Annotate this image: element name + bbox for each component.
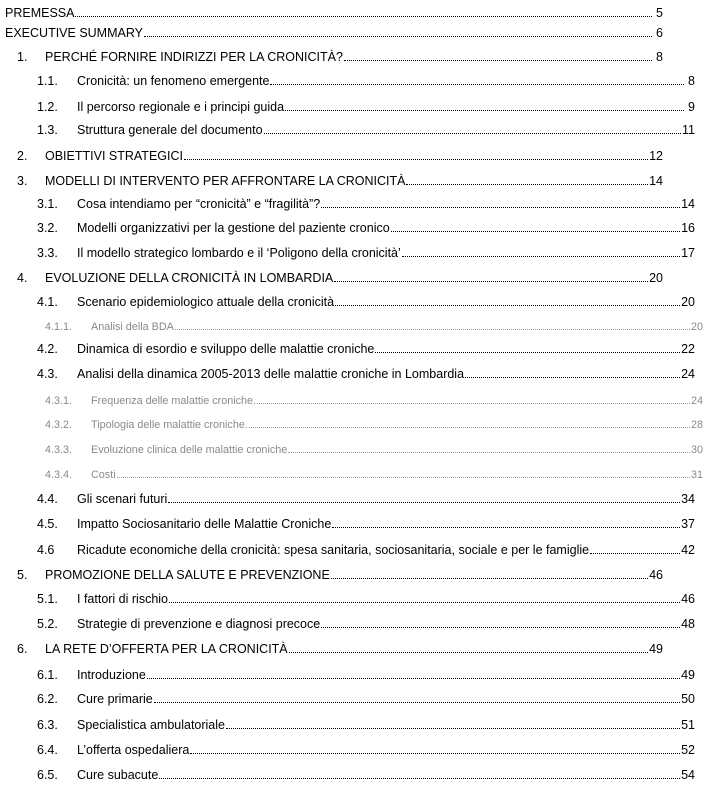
toc-entry-page: 14: [681, 197, 695, 211]
toc-entry-number: 4.6: [37, 543, 55, 557]
toc-entry-page: 34: [681, 492, 695, 506]
toc-entry-number: 4.2.: [37, 342, 58, 356]
toc-entry[interactable]: [0, 636, 677, 656]
toc-entry-title: Cure subacute: [77, 768, 159, 782]
toc-entry-title: Scenario epidemiologico attuale della cronicità: [77, 295, 335, 309]
toc-entry[interactable]: [0, 289, 709, 309]
toc-dot-leader: [168, 488, 680, 503]
toc-dot-leader: [257, 389, 690, 404]
toc-entry-page: 8: [656, 50, 663, 64]
toc-entry[interactable]: [0, 336, 709, 356]
toc-entry[interactable]: [0, 762, 709, 782]
toc-entry-number: 4.4.: [37, 492, 58, 506]
toc-entry-title: Cronicità: un fenomeno emergente: [77, 74, 270, 88]
toc-entry-page: 5: [656, 6, 663, 20]
toc-entry-page: 46: [649, 568, 663, 582]
toc-entry-number: 6.4.: [37, 743, 58, 757]
toc-entry-number: 1.: [17, 50, 28, 64]
toc-dot-leader: [184, 145, 648, 160]
toc-dot-leader: [249, 413, 690, 428]
toc-entry-title: EXECUTIVE SUMMARY: [5, 26, 143, 40]
toc-entry-number: 3.2.: [37, 221, 58, 235]
toc-entry-page: 22: [681, 342, 695, 356]
toc-entry-page: 46: [681, 592, 695, 606]
toc-dot-leader: [590, 539, 680, 554]
toc-entry[interactable]: [0, 117, 709, 137]
toc-dot-leader: [321, 193, 680, 208]
toc-dot-leader: [344, 46, 652, 61]
toc-entry[interactable]: [0, 361, 709, 381]
toc-entry-page: 17: [681, 246, 695, 260]
toc-entry[interactable]: [0, 586, 709, 606]
toc-entry-number: 5.1.: [37, 592, 58, 606]
toc-entry[interactable]: [0, 168, 677, 188]
toc-entry-page: 30: [690, 444, 703, 456]
toc-entry[interactable]: [0, 94, 709, 114]
toc-entry-number: 4.3.: [37, 367, 58, 381]
toc-entry-number: 4.: [17, 271, 28, 285]
toc-entry[interactable]: [0, 662, 709, 682]
toc-dot-leader: [144, 22, 652, 37]
toc-entry-number: 4.3.1.: [45, 395, 73, 407]
toc-entry[interactable]: [0, 143, 677, 163]
toc-dot-leader: [334, 267, 648, 282]
toc-entry-number: 3.3.: [37, 246, 58, 260]
toc-entry-page: 42: [681, 543, 695, 557]
toc-entry[interactable]: [0, 44, 677, 64]
toc-entry-page: 24: [690, 395, 703, 407]
toc-dot-leader: [264, 119, 681, 134]
toc-entry[interactable]: [0, 68, 709, 88]
toc-entry-number: 3.: [17, 174, 28, 188]
toc-entry-number: 3.1.: [37, 197, 58, 211]
toc-entry-page: 48: [681, 617, 695, 631]
toc-dot-leader: [190, 739, 680, 754]
toc-entry[interactable]: [0, 387, 717, 407]
toc-entry[interactable]: [0, 0, 677, 20]
toc-entry-number: 6.: [17, 642, 28, 656]
toc-entry-page: 49: [649, 642, 663, 656]
toc-entry[interactable]: [0, 686, 709, 706]
toc-entry-title: Ricadute economiche della cronicità: spesa sanitaria, sociosanitaria, sociale e per le famiglie: [77, 543, 590, 557]
toc-entry-title: Il percorso regionale e i principi guida: [77, 100, 285, 114]
toc-entry[interactable]: [0, 562, 677, 582]
toc-entry-title: Il modello strategico lombardo e il ‘Poligono della cronicità’: [77, 246, 401, 260]
toc-entry-page: 8: [688, 74, 695, 88]
toc-entry-title: MODELLI DI INTERVENTO PER AFFRONTARE LA CRONICITÀ: [45, 174, 406, 188]
toc-entry-page: 20: [690, 321, 703, 333]
toc-entry-number: 1.2.: [37, 100, 58, 114]
toc-dot-leader: [465, 363, 680, 378]
toc-entry-page: 31: [690, 469, 703, 481]
toc-entry-page: 6: [656, 26, 663, 40]
toc-dot-leader: [406, 170, 648, 185]
toc-entry-number: 4.3.4.: [45, 469, 73, 481]
toc-entry-page: 54: [681, 768, 695, 782]
toc-entry-number: 6.2.: [37, 692, 58, 706]
toc-entry-number: 1.1.: [37, 74, 58, 88]
toc-entry-page: 20: [681, 295, 695, 309]
toc-dot-leader: [147, 664, 680, 679]
toc-entry-number: 6.1.: [37, 668, 58, 682]
toc-entry[interactable]: [0, 240, 709, 260]
toc-dot-leader: [332, 513, 680, 528]
toc-entry-page: 12: [649, 149, 663, 163]
toc-entry-page: 50: [681, 692, 695, 706]
toc-entry-title: Strategie di prevenzione e diagnosi precoce: [77, 617, 321, 631]
toc-entry-page: 52: [681, 743, 695, 757]
toc-entry-number: 5.2.: [37, 617, 58, 631]
toc-dot-leader: [289, 638, 648, 653]
toc-entry[interactable]: [0, 20, 677, 40]
toc-entry-title: Specialistica ambulatoriale: [77, 718, 225, 732]
toc-entry-title: I fattori di rischio: [77, 592, 169, 606]
toc-dot-leader: [175, 315, 690, 330]
toc-dot-leader: [226, 714, 680, 729]
toc-entry-title: Analisi della dinamica 2005-2013 delle malattie croniche in Lombardia: [77, 367, 465, 381]
toc-entry[interactable]: [0, 461, 717, 481]
toc-entry-title: Tipologia delle malattie croniche.: [91, 419, 248, 431]
toc-entry-title: Cosa intendiamo per “cronicità” e “fragilità”?: [77, 197, 321, 211]
toc-entry-page: 20: [649, 271, 663, 285]
toc-entry-number: 1.3.: [37, 123, 58, 137]
toc-entry[interactable]: [0, 265, 677, 285]
toc-entry-title: Costi: [91, 469, 116, 481]
toc-entry-title: PREMESSA: [5, 6, 75, 20]
toc-entry-number: 5.: [17, 568, 28, 582]
toc-entry-title: LA RETE D’OFFERTA PER LA CRONICITÀ: [45, 642, 288, 656]
toc-entry[interactable]: [0, 737, 709, 757]
toc-entry-title: Frequenza delle malattie croniche.: [91, 395, 257, 407]
toc-entry[interactable]: [0, 411, 717, 431]
toc-dot-leader: [117, 463, 690, 478]
toc-entry-title: EVOLUZIONE DELLA CRONICITÀ IN LOMBARDIA: [45, 271, 334, 285]
toc-entry-title: PERCHÉ FORNIRE INDIRIZZI PER LA CRONICITÀ?: [45, 50, 343, 64]
toc-entry-number: 4.3.2.: [45, 419, 73, 431]
toc-dot-leader: [402, 242, 680, 257]
toc-dot-leader: [169, 588, 680, 603]
toc-entry[interactable]: [0, 313, 717, 333]
toc-entry-title: L’offerta ospedaliera: [77, 743, 190, 757]
toc-entry-page: 24: [681, 367, 695, 381]
toc-entry[interactable]: [0, 511, 709, 531]
toc-entry-number: 2.: [17, 149, 28, 163]
toc-entry-page: 51: [681, 718, 695, 732]
toc-entry-number: 4.5.: [37, 517, 58, 531]
toc-entry-title: OBIETTIVI STRATEGICI: [45, 149, 183, 163]
toc-entry-title: Modelli organizzativi per la gestione del paziente cronico: [77, 221, 390, 235]
toc-entry[interactable]: [0, 215, 709, 235]
toc-entry-number: 6.3.: [37, 718, 58, 732]
toc-entry-page: 9: [688, 100, 695, 114]
toc-entry-number: 6.5.: [37, 768, 58, 782]
toc-entry-title: Analisi della BDA: [91, 321, 174, 333]
toc-entry[interactable]: [0, 436, 717, 456]
toc-dot-leader: [154, 688, 680, 703]
toc-entry-title: Introduzione: [77, 668, 146, 682]
toc-entry-title: Evoluzione clinica delle malattie croniche: [91, 444, 288, 456]
toc-entry[interactable]: [0, 486, 709, 506]
toc-dot-leader: [75, 2, 652, 17]
toc-entry-title: Impatto Sociosanitario delle Malattie Croniche: [77, 517, 332, 531]
toc-entry-page: 28: [690, 419, 703, 431]
toc-entry-title: Dinamica di esordio e sviluppo delle malattie croniche: [77, 342, 375, 356]
toc-entry[interactable]: [0, 611, 709, 631]
toc-entry[interactable]: [0, 712, 709, 732]
toc-dot-leader: [285, 96, 684, 111]
toc-entry-title: Cure primarie: [77, 692, 153, 706]
toc-entry-number: 4.1.1.: [45, 321, 73, 333]
toc-dot-leader: [375, 338, 680, 353]
toc-dot-leader: [159, 764, 680, 779]
toc-entry-page: 14: [649, 174, 663, 188]
toc-dot-leader: [335, 291, 680, 306]
toc-dot-leader: [288, 438, 690, 453]
toc-entry-number: 4.3.3.: [45, 444, 73, 456]
toc-dot-leader: [331, 564, 648, 579]
toc-dot-leader: [321, 613, 680, 628]
toc-dot-leader: [270, 70, 684, 85]
toc-entry-page: 16: [681, 221, 695, 235]
toc-entry-title: Struttura generale del documento: [77, 123, 263, 137]
toc-entry[interactable]: [0, 537, 709, 557]
toc-entry-number: 4.1.: [37, 295, 58, 309]
toc-entry-title: Gli scenari futuri: [77, 492, 168, 506]
toc-entry[interactable]: [0, 191, 709, 211]
toc-entry-page: 11: [682, 123, 695, 137]
toc-entry-page: 49: [681, 668, 695, 682]
toc-entry-title: PROMOZIONE DELLA SALUTE E PREVENZIONE: [45, 568, 330, 582]
toc-dot-leader: [391, 217, 680, 232]
toc-entry-page: 37: [681, 517, 695, 531]
